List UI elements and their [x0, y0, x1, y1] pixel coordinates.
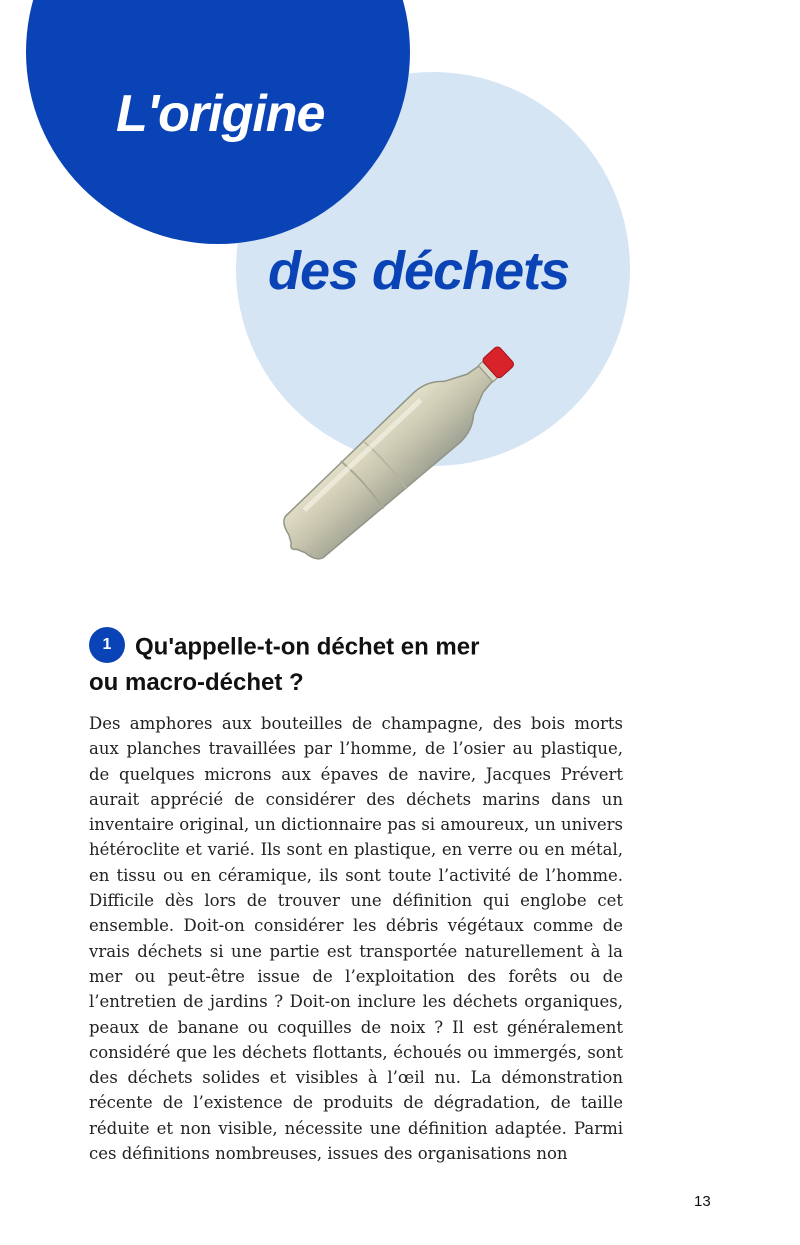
section-number-badge: 1 [89, 627, 125, 663]
section-heading-line-1: Qu'appelle-t-on déchet en mer [135, 633, 480, 661]
section-heading [89, 630, 649, 700]
plastic-bottle-illustration [250, 318, 530, 578]
section-heading-line-2: ou macro-déchet ? [89, 669, 304, 696]
title-line-1: L'origine [116, 85, 325, 143]
body-paragraph: Des amphores aux bouteilles de champagne, des bois morts aux planches travaillées par l’homme, de l’osier au plastique, de quelques microns aux épaves de navire, Jacques Prévert aurait apprécié de considérer des déchets marins dans un inventaire original, un dictionnaire pas si amoureux, un univers hétéroclite et varié. Ils sont en plastique, en verre ou en métal, en tissu ou en céramique, ils sont toute l’activité de l’homme. Difficile dès lors de trouver une définition qui englobe cet ensemble. Doit-on considérer les débris végétaux comme de vrais déchets si une partie est transportée naturellement à la mer ou peut-être issue de l’exploitation des forêts ou de l’entretien de jardins ? Doit-on inclure les déchets organiques, peaux de banane ou coquilles de noix ? Il est généralement considéré que les déchets flottants, échoués ou immergés, sont des déchets solides et visibles à l’œil nu. La démonstration récente de l’existence de produits de dégradation, de taille réduite et non visible, nécessite une définition adaptée. Parmi ces définitions nombreuses, issues des organisations non [89, 714, 623, 1164]
page-number: 13 [694, 1193, 711, 1210]
title-line-2: des déchets [268, 241, 570, 301]
